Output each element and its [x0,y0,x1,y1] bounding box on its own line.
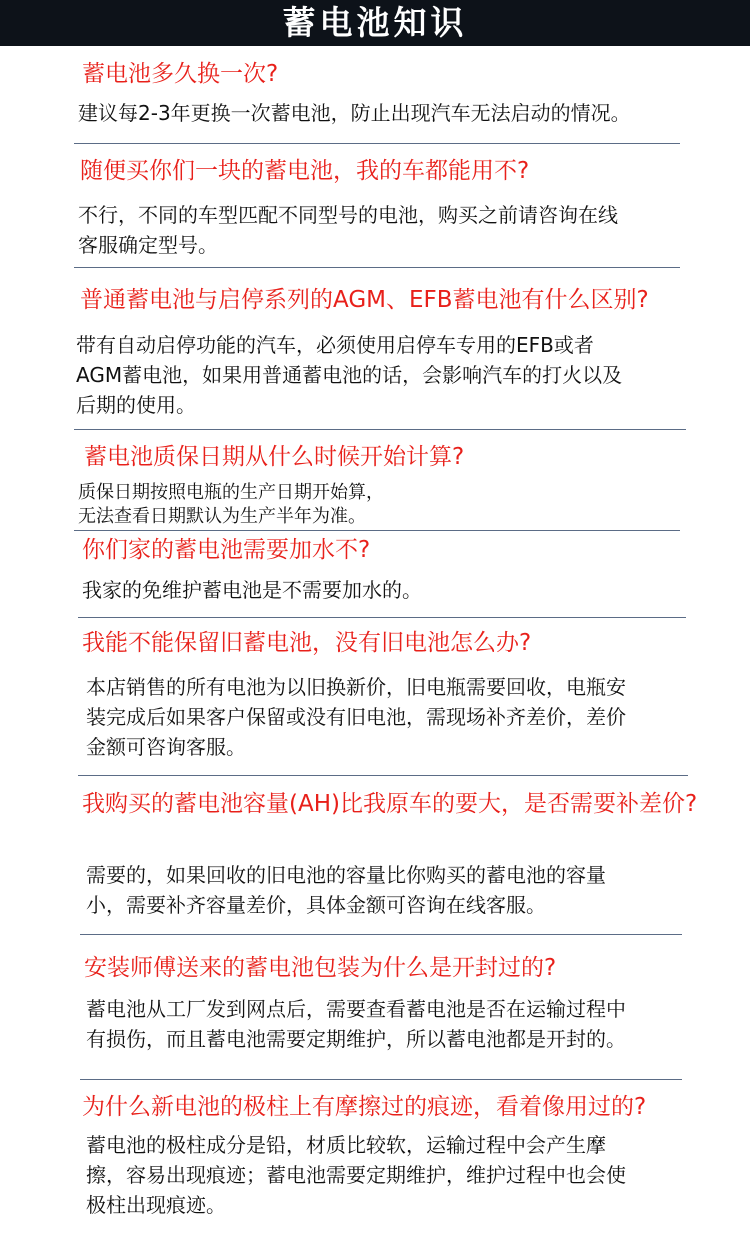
answer-line: AGM蓄电池，如果用普通蓄电池的话，会影响汽车的打火以及 [76,363,623,387]
faq-question: 你们家的蓄电池需要加水不? [82,537,371,563]
faq-answer [86,994,626,1054]
faq-answer [86,672,626,762]
answer-line: 质保日期按照电瓶的生产日期开始算， [78,482,384,503]
faq-answer [78,481,384,529]
answer-line: 客服确定型号。 [78,233,218,257]
answer-line: 建议每2-3年更换一次蓄电池，防止出现汽车无法启动的情况。 [78,101,631,125]
divider [74,267,680,268]
answer-line: 有损伤，而且蓄电池需要定期维护，所以蓄电池都是开封的。 [86,1027,626,1051]
answer-line: 小，需要补齐容量差价，具体金额可咨询在线客服。 [86,893,546,917]
faq-question: 为什么新电池的极柱上有摩擦过的痕迹，看着像用过的? [82,1094,647,1120]
faq-question: 随便买你们一块的蓄电池，我的车都能用不? [80,158,530,184]
answer-line: 不行，不同的车型匹配不同型号的电池，购买之前请咨询在线 [78,203,618,227]
page-banner [0,0,750,46]
faq-question: 安装师傅送来的蓄电池包装为什么是开封过的? [84,955,557,981]
faq-answer [78,200,618,260]
divider [78,775,688,776]
faq-answer [86,1130,626,1220]
faq-question: 普通蓄电池与启停系列的AGM、EFB蓄电池有什么区别? [80,287,649,313]
answer-line: 擦，容易出现痕迹；蓄电池需要定期维护，维护过程中也会使 [86,1163,626,1187]
answer-line: 装完成后如果客户保留或没有旧电池，需现场补齐差价，差价 [86,705,626,729]
answer-line: 极柱出现痕迹。 [86,1193,226,1217]
faq-answer [82,575,422,605]
faq-question: 蓄电池多久换一次? [82,61,279,87]
faq-answer [76,330,622,420]
answer-line: 本店销售的所有电池为以旧换新价，旧电瓶需要回收，电瓶安 [86,675,626,699]
faq-answer [86,860,606,920]
divider [74,530,680,531]
faq-question: 我能不能保留旧蓄电池，没有旧电池怎么办? [82,630,532,656]
divider [80,934,682,935]
divider [78,617,686,618]
page-title: 蓄电池知识 [282,3,468,42]
faq-answer [78,98,631,128]
answer-line: 蓄电池从工厂发到网点后，需要查看蓄电池是否在运输过程中 [86,997,626,1021]
answer-line: 蓄电池的极柱成分是铅，材质比较软，运输过程中会产生摩 [86,1133,606,1157]
faq-question: 蓄电池质保日期从什么时候开始计算? [84,444,465,470]
divider [74,429,686,430]
divider [74,143,680,144]
answer-line: 需要的，如果回收的旧电池的容量比你购买的蓄电池的容量 [86,863,606,887]
answer-line: 带有自动启停功能的汽车，必须使用启停车专用的EFB或者 [76,333,594,357]
answer-line: 金额可咨询客服。 [86,735,246,759]
faq-question: 我购买的蓄电池容量(AH)比我原车的要大，是否需要补差价? [82,791,698,817]
answer-line: 后期的使用。 [76,393,196,417]
answer-line: 我家的免维护蓄电池是不需要加水的。 [82,578,422,602]
answer-line: 无法查看日期默认为生产半年为准。 [78,506,366,527]
divider [80,1079,682,1080]
